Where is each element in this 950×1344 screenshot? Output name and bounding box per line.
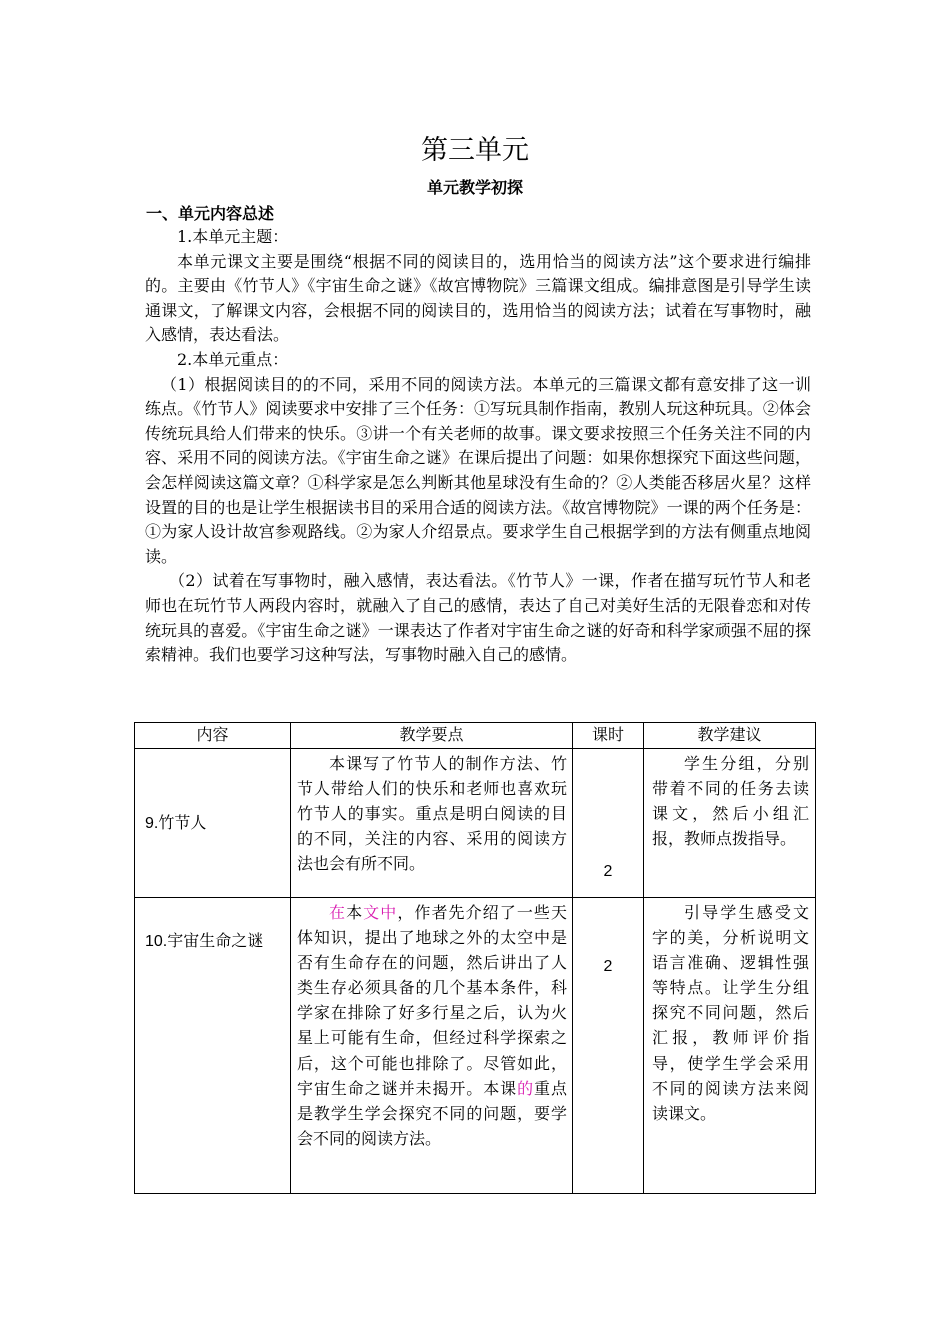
lesson-suggestion: [644, 749, 816, 898]
lesson-hours: 2: [603, 863, 613, 880]
lesson-hours-cell: [573, 749, 644, 898]
body-text: [145, 225, 811, 668]
lesson-title: 9.竹节人: [135, 749, 291, 898]
highlight-text: 的: [517, 1078, 535, 1098]
lesson-points: [291, 749, 573, 898]
teaching-plan-table: [134, 722, 816, 1194]
table-header-row: [135, 723, 816, 749]
point2-paragraph: （2）试着在写事物时，融入感情，表达看法。《竹节人》一课，作者在描写玩竹节人和老师也在玩竹节人两段内容时，就融入了自己的感情，表达了自己对美好生活的无限眷恋和对传统玩具的喜爱。《宇宙生命之谜》一课表达了作者对宇宙生命之谜的好奇和科学家顽强不屈的探索精神。我们也要学习这种写法，写事物时融入自己的感情。: [145, 571, 811, 665]
points-fragment: ，作者先介绍了一些天体知识，提出了地球之外的太空中是否有生命存在的问题，然后讲出了人类生存必须具备的几个基本条件，科学家在排除了好多行星之后，认为火星上可能有生命，但经过科学探索之后，这个可能也排除了。尽管如此，宇宙生命之谜并未揭开。本课: [297, 903, 567, 1098]
lesson-hours-cell: [573, 898, 644, 1194]
table-row: [135, 749, 816, 898]
lesson-hours: 2: [603, 958, 613, 975]
table-row: [135, 898, 816, 1194]
lesson-points-text: 本课写了竹节人的制作方法、竹节人带给人们的快乐和老师也喜欢玩竹节人的事实。重点是明白阅读的目的不同，关注的内容、采用的阅读方法也会有所不同。: [297, 754, 567, 874]
header-hours: 课时: [573, 723, 644, 749]
header-content: 内容: [135, 723, 291, 749]
point1-paragraph: （1）根据阅读目的的不同，采用不同的阅读方法。本单元的三篇课文都有意安排了这一训练点。《竹节人》阅读要求中安排了三个任务：①写玩具制作指南，教别人玩这种玩具。②体会传统玩具给人们带来的快乐。③讲一个有关老师的故事。课文要求按照三个任务关注不同的内容、采用不同的阅读方法。《宇宙生命之谜》在课后提出了问题：如果你想探究下面这些问题，会怎样阅读这篇文章？①科学家是怎么判断其他星球没有生命的？②人类能否移居火星？这样设置的目的也是让学生根据读书目的采用合适的阅读方法。《故宫博物院》一课的两个任务是：①为家人设计故宫参观路线。②为家人介绍景点。要求学生自己根据学到的方法有侧重点地阅读。: [145, 374, 811, 566]
lesson-title: 10.宇宙生命之谜: [135, 898, 291, 1194]
highlight-text: 在: [329, 903, 347, 922]
item1-heading: 1.本单元主题：: [177, 227, 289, 246]
points-fragment: 本: [346, 903, 364, 922]
points-fragment: 重点是教学生学会探究不同的问题，要学会不同的阅读方法。: [297, 1078, 567, 1148]
item1-paragraph: 本单元课文主要是围绕“根据不同的阅读目的，选用恰当的阅读方法”这个要求进行编排的。主要由《竹节人》《宇宙生命之谜》《故宫博物院》三篇课文组成。编排意图是引导学生读通课文，了解课文内容，会根据不同的阅读目的，选用恰当的阅读方法；试着在写事物时，融入感情，表达看法。: [145, 251, 811, 345]
lesson-points-text: [297, 900, 567, 1151]
page-title: 第三单元: [421, 135, 529, 166]
section-heading: 一、单元内容总述: [146, 204, 275, 223]
lesson-points: [291, 898, 573, 1194]
item2-heading: 2.本单元重点：: [177, 349, 289, 369]
highlight-text: 文中: [363, 903, 398, 922]
lesson-suggestion-text: 引导学生感受文字的美，分析说明文语言准确、逻辑性强等特点。让学生分组探究不同问题，然后汇报，教师评价指导，使学生学会采用不同的阅读方法来阅读课文。: [652, 903, 809, 1123]
header-points: 教学要点: [291, 723, 573, 749]
header-suggestion: 教学建议: [644, 723, 816, 749]
lesson-suggestion: [644, 898, 816, 1194]
subtitle: 单元教学初探: [426, 178, 523, 197]
lesson-suggestion-text: 学生分组，分别带着不同的任务去读课文，然后小组汇报，教师点拨指导。: [652, 754, 809, 849]
